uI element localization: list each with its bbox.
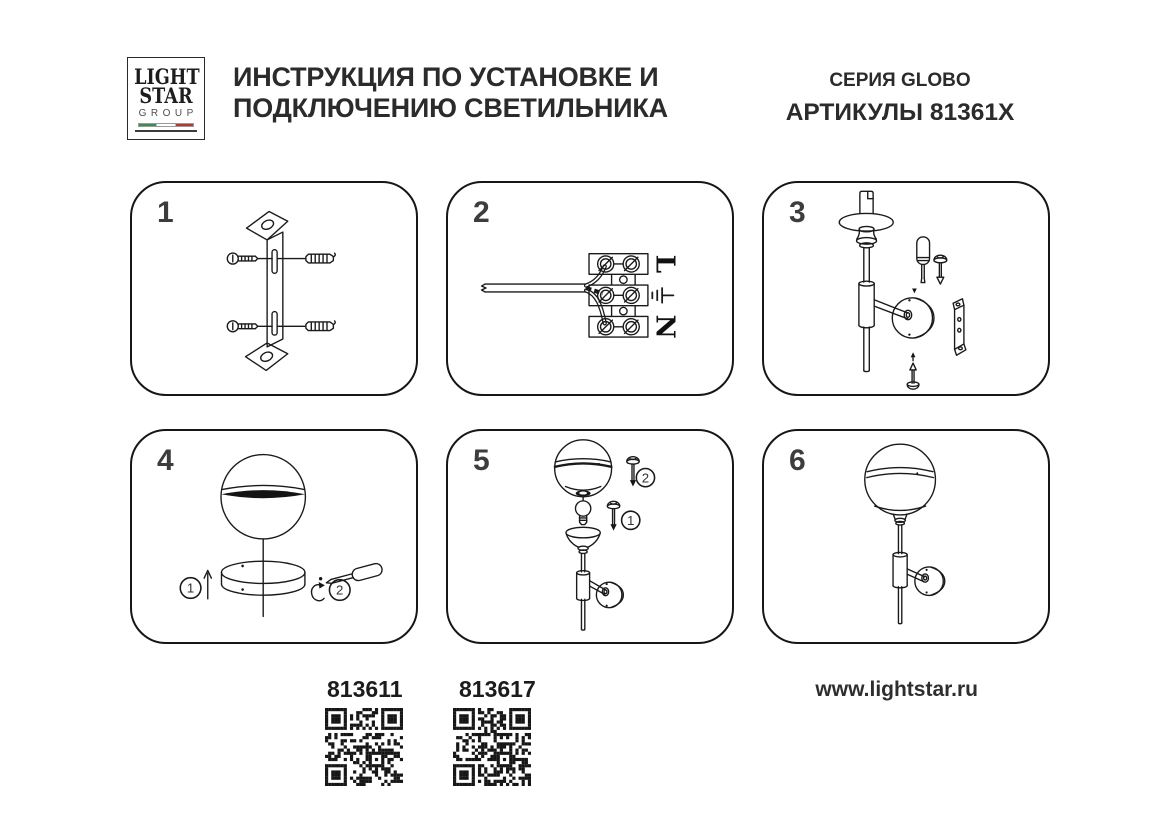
globe	[555, 440, 612, 497]
screwdriver-icon	[319, 562, 383, 589]
screw-and-wall-plug	[227, 253, 335, 264]
qr-code-article-2	[453, 708, 531, 786]
lamp-body	[893, 514, 925, 624]
svg-text:1: 1	[186, 580, 195, 596]
qr-code-article-1	[325, 708, 403, 786]
step-panel-6	[762, 429, 1050, 644]
globe	[865, 444, 936, 515]
lightstar-logo	[127, 57, 205, 140]
screwdriver-icon	[917, 237, 930, 283]
mounting-bracket	[246, 211, 288, 370]
arrow-down-icon	[912, 289, 917, 294]
wall-cup	[892, 298, 934, 338]
step6-diagram-assembled-lamp	[764, 431, 1048, 642]
ground-symbol-icon	[652, 288, 673, 303]
step-panel-1	[130, 181, 418, 396]
article-code-1: 813611	[327, 676, 403, 702]
supply-cable	[482, 266, 605, 323]
step-panel-4	[130, 429, 418, 644]
wall-bracket	[953, 299, 966, 355]
step-number: 6	[789, 444, 806, 477]
step-panel-5	[446, 429, 734, 644]
screw	[607, 501, 619, 530]
articles-label: АРТИКУЛЫ 81361X	[785, 99, 1015, 126]
screw	[934, 255, 947, 284]
website-url: www.lightstar.ru	[815, 678, 978, 701]
bulb	[575, 501, 590, 525]
logo-line-3: GROUP	[138, 108, 198, 119]
step-number: 4	[157, 444, 174, 477]
step-number: 3	[789, 196, 806, 229]
step-number: 1	[157, 196, 174, 229]
series-info	[760, 70, 1040, 127]
wall-cup	[596, 582, 623, 608]
series-label: СЕРИЯ GLOBO	[829, 70, 971, 91]
step-marker-1	[622, 511, 640, 529]
globe	[221, 455, 305, 539]
step-marker-1	[180, 570, 211, 598]
step2-diagram-terminal-wiring	[448, 183, 732, 394]
svg-text:2: 2	[641, 470, 650, 486]
bottom-screw	[907, 352, 919, 389]
step-panel-3	[762, 181, 1050, 396]
step-number: 2	[473, 196, 490, 229]
terminal-label-line: L	[649, 254, 681, 274]
lamp-body	[566, 527, 606, 630]
logo-underline	[135, 130, 197, 132]
step-marker-2	[636, 468, 654, 486]
terminal-label-neutral: N	[649, 314, 681, 339]
step1-diagram-mounting-bracket	[132, 183, 416, 394]
svg-text:2: 2	[336, 582, 344, 598]
wall-cup	[915, 567, 945, 595]
step-panel-2	[446, 181, 734, 396]
page-title-line-1: ИНСТРУКЦИЯ ПО УСТАНОВКЕ И	[233, 62, 659, 92]
step-marker-2	[329, 580, 350, 601]
rotate-arrow-icon	[312, 582, 325, 601]
page-title-line-2: ПОДКЛЮЧЕНИЮ СВЕТИЛЬНИКА	[233, 93, 668, 123]
logo-line-2: STAR	[139, 83, 193, 108]
step4-diagram-globe-ring	[132, 431, 416, 642]
article-code-2: 813617	[459, 676, 536, 702]
italian-flag-stripe	[138, 123, 194, 127]
terminal-block	[589, 254, 648, 337]
page-title	[233, 62, 668, 124]
step-number: 5	[473, 444, 490, 477]
svg-text:1: 1	[627, 513, 635, 529]
logo-line-1: LIGHT	[134, 64, 200, 89]
step3-diagram-body-exploded	[764, 183, 1048, 394]
step5-diagram-globe-screws	[448, 431, 732, 642]
lamp-body	[839, 191, 908, 371]
